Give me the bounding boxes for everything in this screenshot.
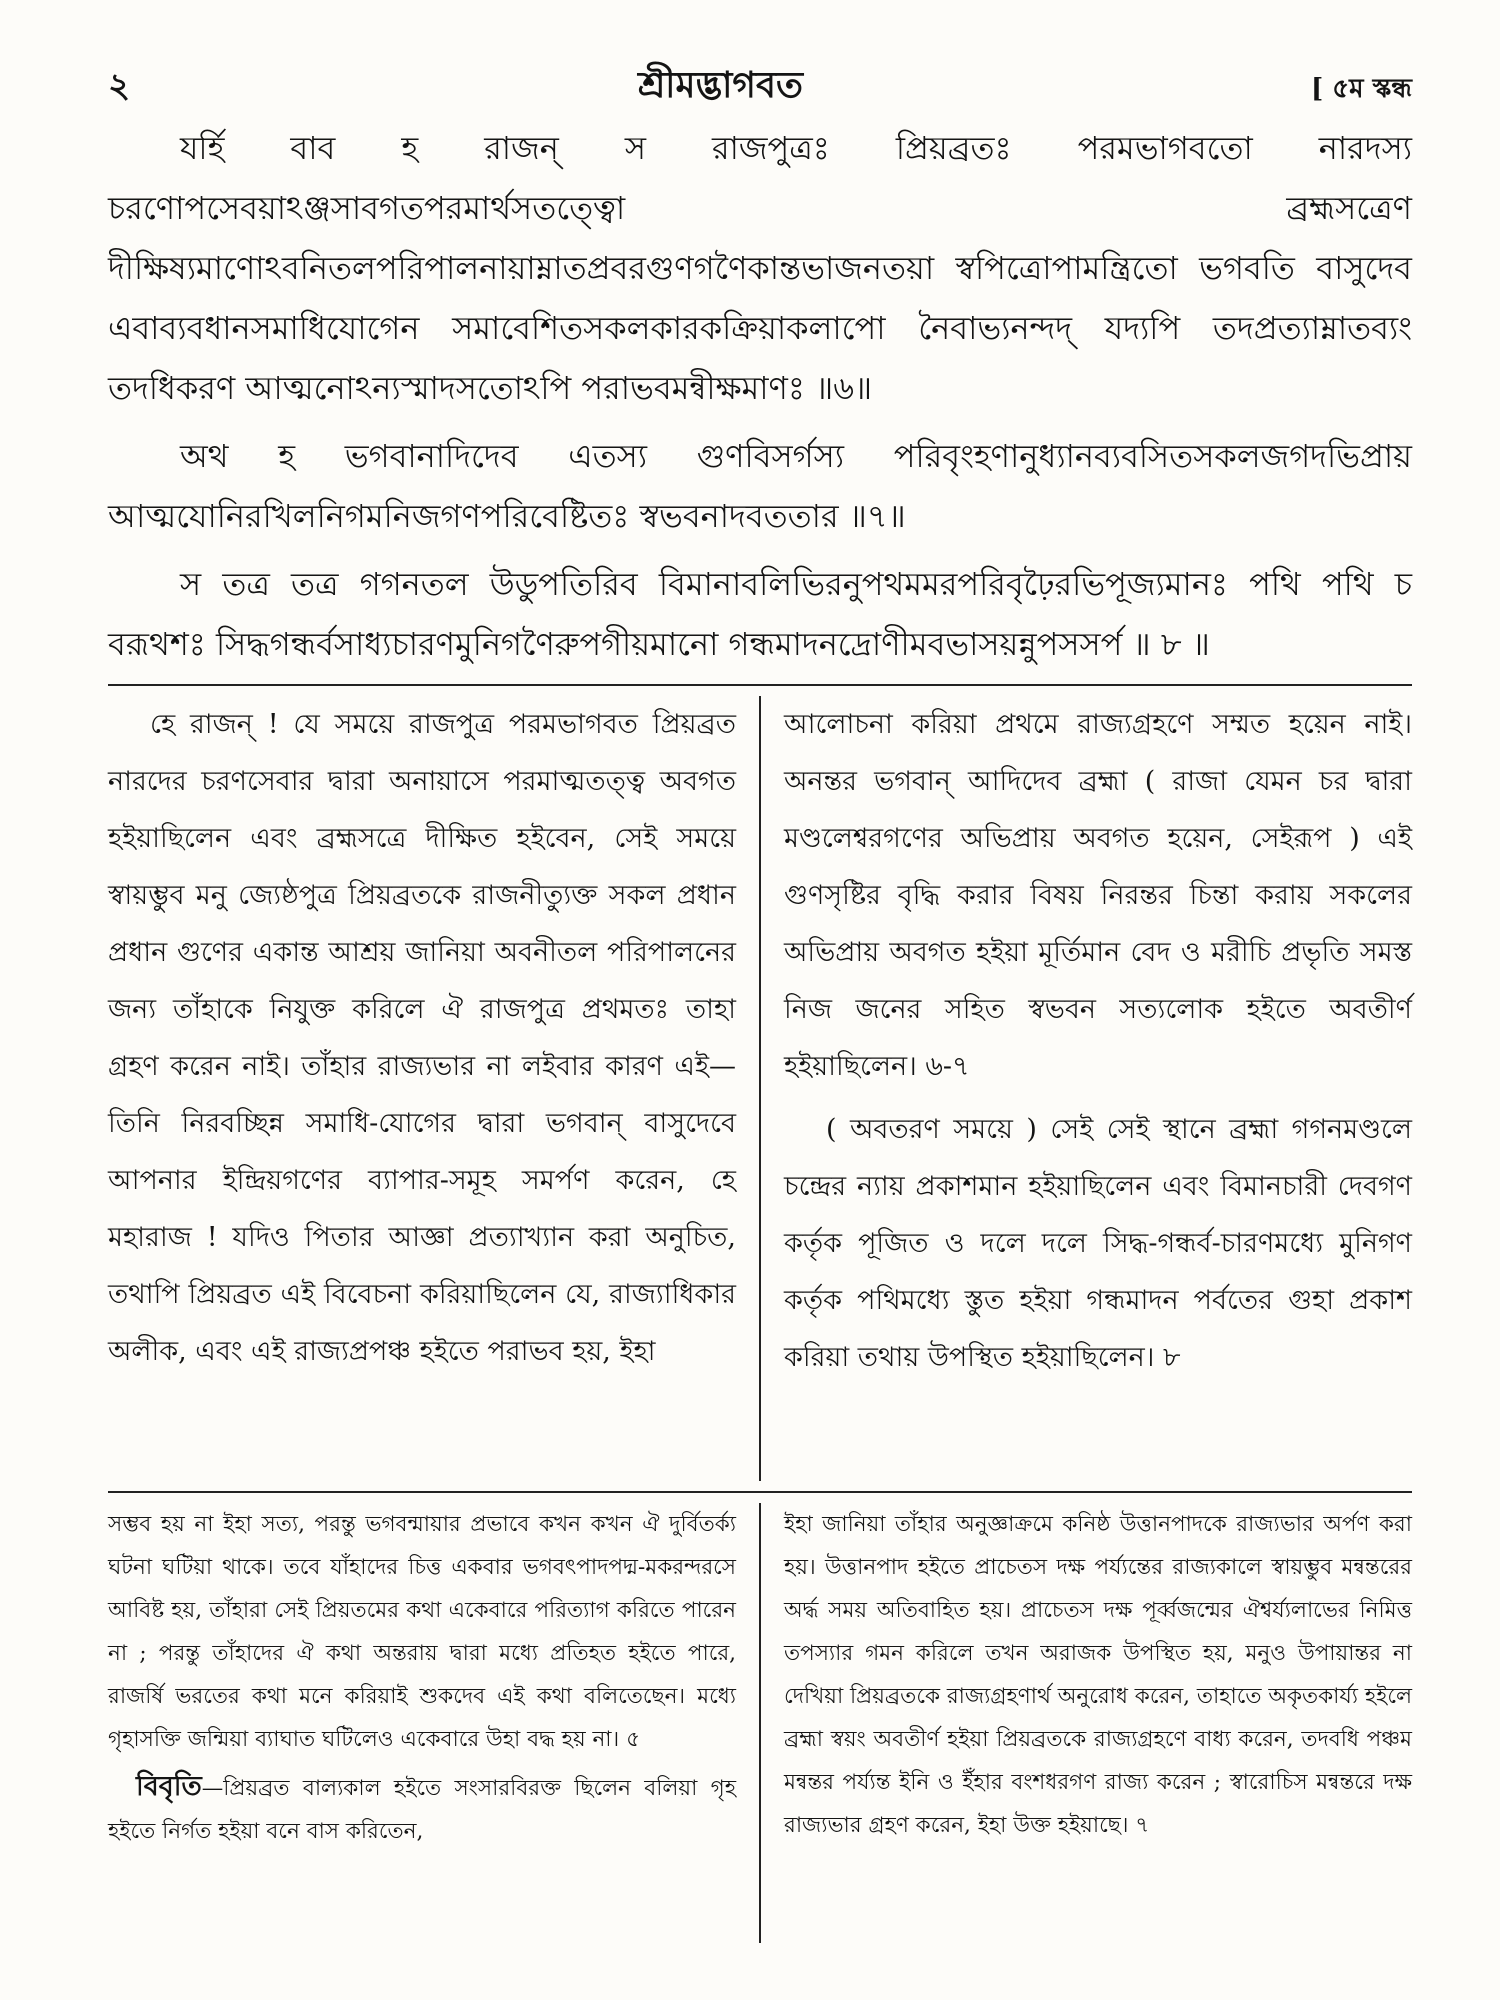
divider-bottom: [108, 1491, 1412, 1493]
commentary-section: [108, 1503, 1412, 1943]
commentary-right-column: [784, 1503, 1412, 1943]
running-title: শ্রীমদ্ভাগবত: [638, 64, 804, 106]
column-divider: [759, 696, 761, 1481]
commentary-paragraph: সম্ভব হয় না ইহা সত্য, পরন্তু ভগবন্মায়ার প্রভাবে কখন কখন ঐ দুর্বিতর্ক্য ঘটনা ঘটিয়া থাকে। তবে যাঁহাদের চিত্ত একবার ভগবৎপাদপদ্ম-মকরন্দরসে আবিষ্ট হয়, তাঁহারা সেই প্রিয়তমের কথা একেবারে পরিত্যাগ করিতে পারেন না ; পরন্তু তাঁহাদের ঐ কথা অন্তরায় দ্বারা মধ্যে প্রতিহত হইতে পারে, রাজর্ষি ভরতের কথা মনে করিয়াই শুকদেব এই কথা বলিতেছেন। মধ্যে গৃহাসক্তি জন্মিয়া ব্যাঘাত ঘটিলেও একেবারে উহা বদ্ধ হয় না। ৫: [108, 1512, 736, 1752]
verse-7: অথ হ ভগবানাদিদেব এতস্য গুণবিসর্গস্য পরিবৃংহণানুধ্যানব্যবসিতসকলজগদভিপ্রায় আত্মযোনিরখিলনিগমনিজগণপরিবেষ্টিতঃ স্বভবনাদবততার ॥৭॥: [108, 437, 1412, 535]
vivriti-paragraph: [108, 1765, 736, 1853]
section-label: [ ৫ম স্কন্ধ: [1310, 74, 1412, 104]
verse-8: স তত্র তত্র গগনতল উডুপতিরিব বিমানাবলিভিরনুপথমমরপরিবৃঢ়ৈরভিপূজ্যমানঃ পথি পথি চ বরূথশঃ সিদ্ধগন্ধর্বসাধ্যচারণমুনিগণৈরুপগীয়মানো গন্ধমাদনদ্রোণীমবভাসয়ন্নুপসসর্প ॥ ৮ ॥: [108, 565, 1412, 663]
page-number: ২: [108, 66, 131, 106]
commentary-paragraph: ইহা জানিয়া তাঁহার অনুজ্ঞাক্রমে কনিষ্ঠ উত্তানপাদকে রাজ্যভার অর্পণ করা হয়। উত্তানপাদ হইতে প্রাচেতস দক্ষ পর্য্যন্তের রাজ্যকালে স্বায়ম্ভুব মন্বন্তরের অর্দ্ধ সময় অতিবাহিত হয়। প্রাচেতস দক্ষ পূর্ব্বজন্মের ঐশ্বর্য্যলাভের নিমিত্ত তপস্যার গমন করিলে তখন অরাজক উপস্থিত হয়, মনুও উপায়ান্তর না দেখিয়া প্রিয়ব্রতকে রাজ্যগ্রহণার্থ অনুরোধ করেন, তাহাতে অকৃতকার্য্য হইলে ব্রহ্মা স্বয়ং অবতীর্ণ হইয়া প্রিয়ব্রতকে রাজ্যগ্রহণে বাধ্য করেন, তদবধি পঞ্চম মন্বন্তর পর্য্যন্ত ইনি ও ইঁহার বংশধরগণ রাজ্য করেন ; স্বারোচিস মন্বন্তরে দক্ষ রাজ্যভার গ্রহণ করেন, ইহা উক্ত হইয়াছে। ৭: [784, 1512, 1412, 1838]
sanskrit-verses: [108, 118, 1412, 674]
translation-left-column: [108, 696, 736, 1481]
translation-paragraph: আলোচনা করিয়া প্রথমে রাজ্যগ্রহণে সম্মত হয়েন নাই। অনন্তর ভগবান্ আদিদেব ব্রহ্মা ( রাজা যেমন চর দ্বারা মণ্ডলেশ্বরগণের অভিপ্রায় অবগত হয়েন, সেইরূপ ) এই গুণসৃষ্টির বৃদ্ধি করার বিষয় নিরন্তর চিন্তা করায় সকলের অভিপ্রায় অবগত হইয়া মূর্তিমান বেদ ও মরীচি প্রভৃতি সমস্ত নিজ জনের সহিত স্বভবন সত্যলোক হইতে অবতীর্ণ হইয়াছিলেন। ৬-৭: [784, 709, 1412, 1082]
page-header: [108, 58, 1412, 106]
translation-right-column: [784, 696, 1412, 1481]
translation-paragraph: হে রাজন্ ! যে সময়ে রাজপুত্র পরমভাগবত প্রিয়ব্রত নারদের চরণসেবার দ্বারা অনায়াসে পরমাত্মতত্ত্ব অবগত হইয়াছিলেন এবং ব্রহ্মসত্রে দীক্ষিত হইবেন, সেই সময়ে স্বায়ম্ভুব মনু জ্যেষ্ঠপুত্র প্রিয়ব্রতকে রাজনীত্যুক্ত সকল প্রধান প্রধান গুণের একান্ত আশ্রয় জানিয়া অবনীতল পরিপালনের জন্য তাঁহাকে নিযুক্ত করিলে ঐ রাজপুত্র প্রথমতঃ তাহা গ্রহণ করেন নাই। তাঁহার রাজ্যভার না লইবার কারণ এই—তিনি নিরবচ্ছিন্ন সমাধি-যোগের দ্বারা ভগবান্ বাসুদেবে আপনার ইন্দ্রিয়গণের ব্যাপার-সমূহ সমর্পণ করেন, হে মহারাজ ! যদিও পিতার আজ্ঞা প্রত্যাখ্যান করা অনুচিত, তথাপি প্রিয়ব্রত এই বিবেচনা করিয়াছিলেন যে, রাজ্যাধিকার অলীক, এবং এই রাজ্যপ্রপঞ্চ হইতে পরাভব হয়, ইহা: [108, 709, 736, 1367]
vivriti-heading: বিবৃতি: [136, 1771, 202, 1802]
commentary-left-column: [108, 1503, 736, 1943]
verse-6: যর্হি বাব হ রাজন্ স রাজপুত্রঃ প্রিয়ব্রতঃ পরমভাগবতো নারদস্য চরণোপসেবয়াঽঞ্জসাবগতপরমার্থসতত্ত্বো ব্রহ্মসত্রেণ দীক্ষিষ্যমাণোঽবনিতলপরিপালনায়াম্নাতপ্রবরগুণগণৈকান্তভাজনতয়া স্বপিত্রোপামন্ত্রিতো ভগবতি বাসুদেব এবাব্যবধানসমাধিযোগেন সমাবেশিতসকলকারকক্রিয়াকলাপো নৈবাভ্যনন্দদ্ যদ্যপি তদপ্রত্যাম্নাতব্যং তদধিকরণ আত্মনোঽন্যস্মাদসতোঽপি পরাভবমন্বীক্ষমাণঃ ॥৬॥: [108, 129, 1412, 407]
translation-section: [108, 696, 1412, 1481]
divider-top: [108, 684, 1412, 686]
column-divider: [759, 1503, 761, 1943]
vivriti-text: —প্রিয়ব্রত বাল্যকাল হইতে সংসারবিরক্ত ছিলেন বলিয়া গৃহ হইতে নির্গত হইয়া বনে বাস করিতেন,: [108, 1776, 736, 1844]
translation-paragraph: ( অবতরণ সময়ে ) সেই সেই স্থানে ব্রহ্মা গগনমণ্ডলে চন্দ্রের ন্যায় প্রকাশমান হইয়াছিলেন এবং বিমানচারী দেবগণ কর্তৃক পূজিত ও দলে দলে সিদ্ধ-গন্ধর্ব-চারণমধ্যে মুনিগণ কর্তৃক পথিমধ্যে স্তুত হইয়া গন্ধমাদন পর্বতের গুহা প্রকাশ করিয়া তথায় উপস্থিত হইয়াছিলেন। ৮: [784, 1114, 1412, 1373]
